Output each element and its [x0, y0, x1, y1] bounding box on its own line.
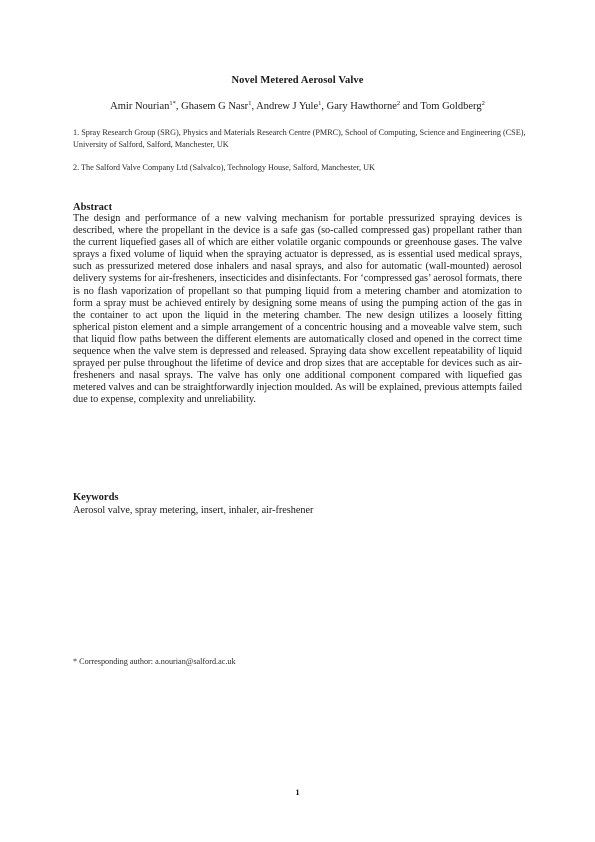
keywords-heading: Keywords: [73, 492, 119, 503]
author-list: [0, 100, 595, 113]
affiliation-1: 1. Spray Research Group (SRG), Physics and Materials Research Centre (PMRC), School of Computing, Science and Engineering (CSE), University of Salford, Salford, Manchester, UK: [73, 128, 526, 149]
corresponding-author-footnote: * Corresponding author: a.nourian@salford.ac.uk: [73, 657, 236, 666]
author-separator: ,: [251, 101, 257, 112]
author-name: Ghasem G Nasr: [181, 101, 249, 112]
author-affiliation-marker: 2: [481, 100, 485, 107]
affiliation-2: 2. The Salford Valve Company Ltd (Salvalco), Technology House, Salford, Manchester, UK: [73, 163, 375, 172]
author-affiliation-marker: 1: [318, 100, 322, 107]
author-separator: and: [400, 101, 421, 112]
author-affiliation-marker: 2: [396, 100, 401, 107]
author-affiliation-marker: 1: [248, 100, 252, 107]
abstract-text: The design and performance of a new valving mechanism for portable pressurized spraying devices is described, where the propellant in the device is a safe gas (so-called compressed gas) propellant rather than the current liquefied gases all of which are either volatile organic compounds or greenhouse gases. The valve sprays a fixed volume of liquid when the spraying actuator is depressed, as is essential used medical sprays, such as pressurized metered dose inhalers and nasal sprays, and also for automatic (wall-mounted) aerosol delivery systems for air-fresheners, insecticides and disinfectants. For ‘compressed gas’ aerosol formats, there is no flash vaporization of propellant so that pumping liquid from a metering chamber and atomization to form a spray must be achieved entirely by designing some means of using the pumping action of the gas in the container to act upon the liquid in the metering chamber. The new design utilizes a loosely fitting spherical piston element and a simple arrangement of a concentric housing and a moveable valve stem, such that liquid flow paths between the different elements are automatically closed and opened in the correct time sequence when the valve stem is depressed and released. Spraying data show excellent repeatability of liquid sprayed per pulse throughout the lifetime of device and drop sizes that are acceptable for devices such as air-fresheners and nasal sprays. The valve has only one additional component compared with liquefied gas metered valves and can be straightforwardly injection moulded. As will be explained, previous attempts failed due to expense, complexity and unreliability.: [73, 213, 522, 406]
page-number: 1: [295, 787, 300, 797]
keywords-text: Aerosol valve, spray metering, insert, inhaler, air-freshener: [73, 505, 314, 516]
paper-title: Novel Metered Aerosol Valve: [231, 75, 364, 86]
author-name: Gary Hawthorne: [326, 101, 397, 112]
abstract-heading: Abstract: [73, 202, 113, 213]
author-separator: ,: [175, 101, 182, 112]
author-separator: ,: [321, 101, 327, 112]
author-name: Amir Nourian: [110, 101, 170, 112]
author-name: Tom Goldberg: [420, 101, 482, 112]
author-affiliation-marker: 1*: [169, 100, 176, 107]
author-name: Andrew J Yule: [256, 101, 319, 112]
